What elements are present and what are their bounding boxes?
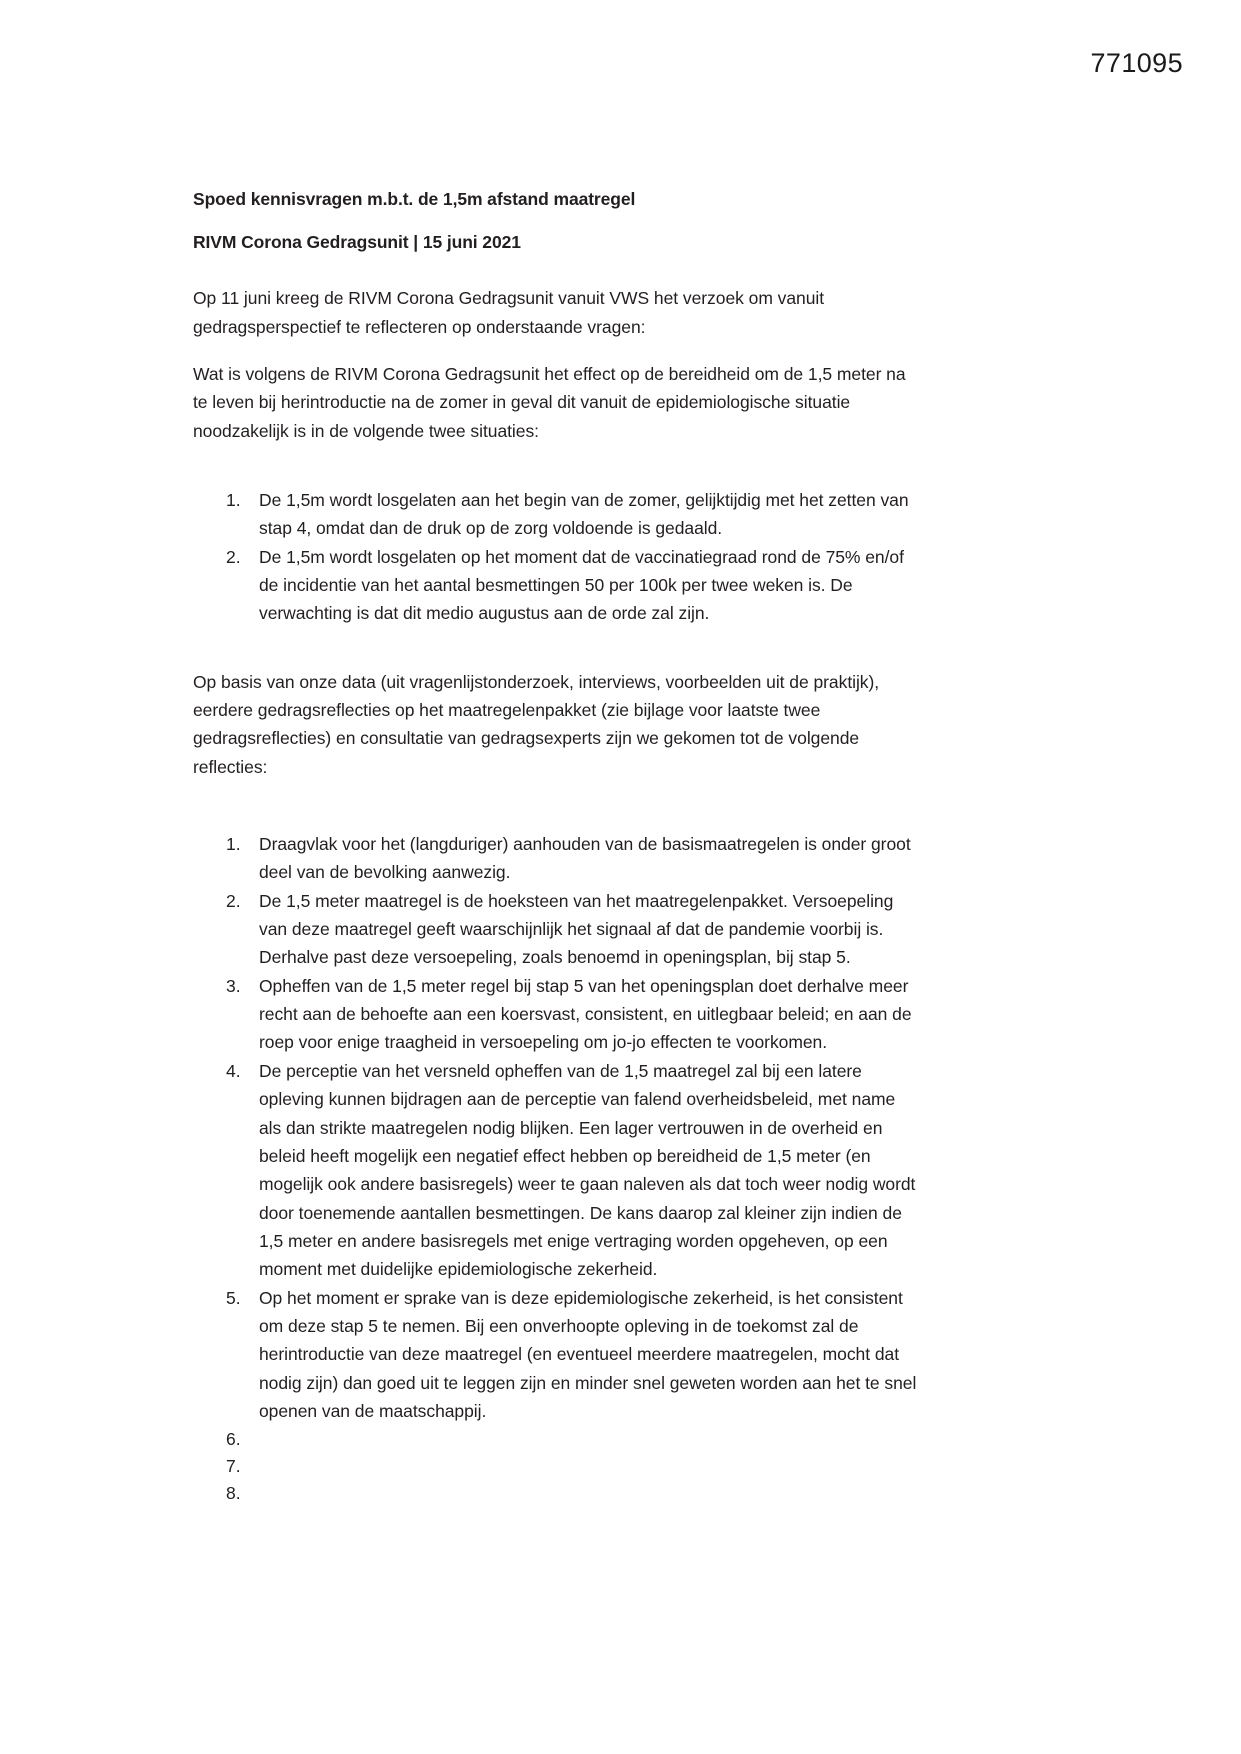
list-item: Draagvlak voor het (langduriger) aanhouden van de basismaatregelen is onder groot deel van de bevolking aanwezig.	[259, 834, 911, 883]
spacer	[193, 464, 920, 486]
basis-paragraph: Op basis van onze data (uit vragenlijstonderzoek, interviews, voorbeelden uit de praktijk), eerdere gedragsreflecties op het maatregelenpakket (zie bijlage voor laatste twee gedragsreflecties) en consultatie van gedragsexperts zijn we gekomen tot de volgende reflecties:	[193, 671, 880, 777]
spacer	[193, 800, 920, 830]
document-subtitle: RIVM Corona Gedragsunit | 15 juni 2021	[193, 231, 521, 252]
page-number-stamp: 771095	[1090, 48, 1183, 78]
list-item: De 1,5m wordt losgelaten aan het begin van de zomer, gelijktijdig met het zetten van stap 4, omdat dan de druk op de zorg voldoende is gedaald.	[259, 489, 909, 539]
spacer	[193, 254, 920, 284]
spacer	[193, 658, 920, 668]
list-item	[193, 1452, 920, 1479]
list-item: De 1,5 meter maatregel is de hoeksteen van het maatregelenpakket. Versoepeling van deze maatregel geeft waarschijnlijk het signaal af dat de pandemie voorbij is. Derhalve past deze versoepeling, zoals benoemd in openingsplan, bij stap 5.	[259, 890, 894, 968]
document-body	[193, 188, 920, 1506]
page-title: Spoed kennisvragen m.b.t. de 1,5m afstand maatregel	[193, 189, 636, 209]
list-item: De perceptie van het versneld opheffen van de 1,5 maatregel zal bij een latere opleving kunnen bijdragen aan de perceptie van falend overheidsbeleid, met name als dan strikte maatregelen nodig blijken. Een lager vertrouwen in de overheid en beleid heeft mogelijk een negatief effect hebben op bereidheid de 1,5 meter (en mogelijk ook andere basisregels) weer te gaan naleven als dat toch weer nodig wordt door toenemende aantallen besmettingen. De kans daarop zal kleiner zijn indien de 1,5 meter en andere basisregels met enige vertraging worden opgeheven, op een moment met duidelijke epidemiologische zekerheid.	[259, 1060, 916, 1280]
question-paragraph: Wat is volgens de RIVM Corona Gedragsunit het effect op de bereidheid om de 1,5 meter na te leven bij herintroductie na de zomer in geval dit vanuit de epidemiologische situatie noodzakelijk is in de volgende twee situaties:	[193, 363, 906, 441]
intro-paragraph: Op 11 juni kreeg de RIVM Corona Gedragsunit vanuit VWS het verzoek om vanuit gedragsperspectief te reflecteren op onderstaande vragen:	[193, 288, 825, 337]
reflections-list	[193, 830, 920, 1506]
list-item	[193, 1425, 920, 1452]
list-item: De 1,5m wordt losgelaten op het moment dat de vaccinatiegraad rond de 75% en/of de incidentie van het aantal besmettingen 50 per 100k per twee weken is. De verwachting is dat dit medio augustus aan de orde zal zijn.	[259, 546, 904, 624]
spacer	[193, 628, 920, 658]
list-item: Op het moment er sprake van is deze epidemiologische zekerheid, is het consistent om deze stap 5 te nemen. Bij een onverhoopte opleving in de toekomst zal de herintroductie van deze maatregel (en eventueel meerdere maatregelen, mocht dat nodig zijn) dan goed uit te leggen zijn en minder snel geweten worden aan het te snel openen van de maatschappij.	[259, 1287, 917, 1421]
list-item	[193, 1479, 920, 1506]
situations-list	[193, 486, 920, 628]
list-item: Opheffen van de 1,5 meter regel bij stap 5 van het openingsplan doet derhalve meer recht aan de behoefte aan een koersvast, consistent, en uitlegbaar beleid; en aan de roep voor enige traagheid in versoepeling om jo-jo effecten te voorkomen.	[259, 975, 912, 1053]
